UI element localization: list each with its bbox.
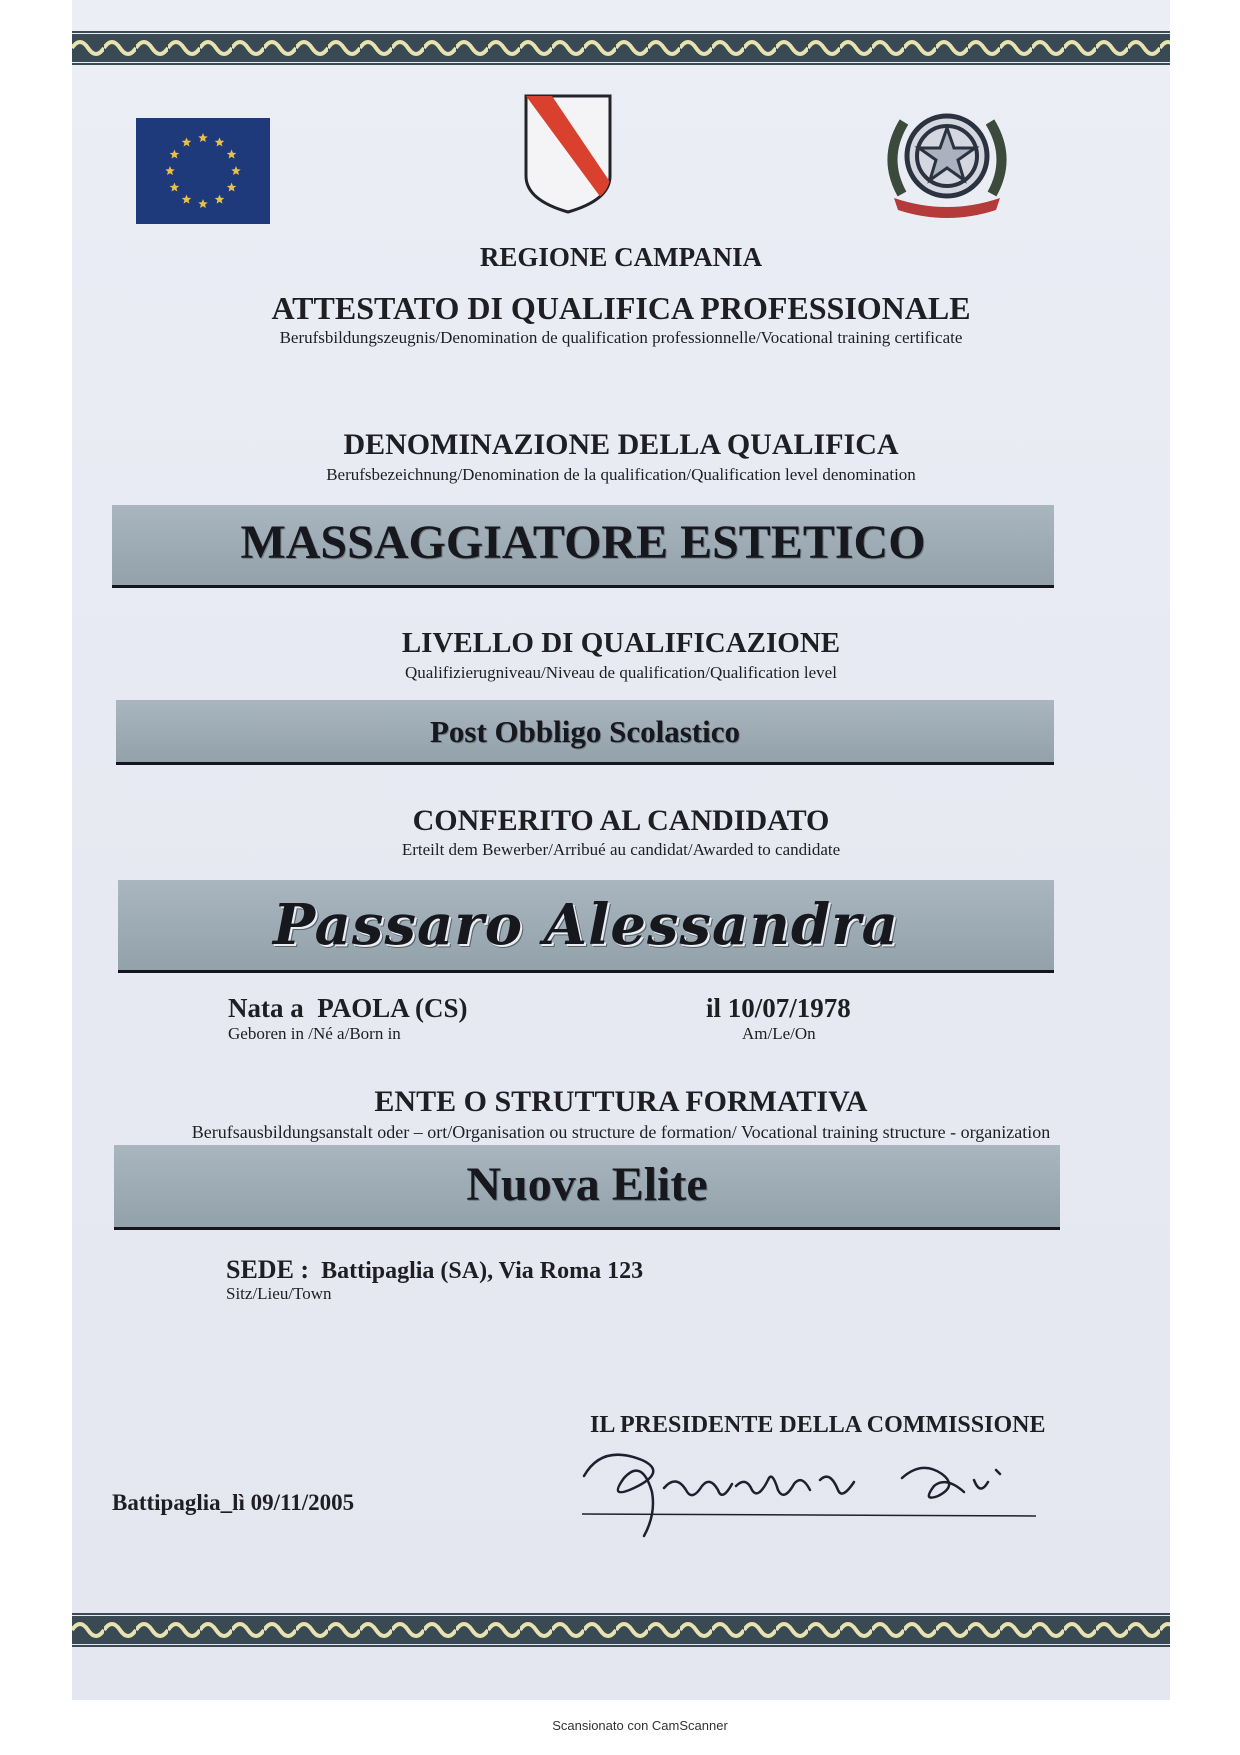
qualification-heading-translations: Berufsbezeichnung/Denomination de la qualification/Qualification level denomination [326, 465, 916, 484]
candidate-name: Passaro Alessandra [273, 892, 899, 958]
birth-date: 10/07/1978 [727, 993, 851, 1023]
birth-place-line [228, 993, 468, 1024]
seat-value: Battipaglia (SA), Via Roma 123 [321, 1258, 644, 1284]
top-decorative-border [72, 30, 1170, 66]
birth-date-translations: Am/Le/On [742, 1024, 816, 1043]
birth-place-translations: Geboren in /Né a/Born in [228, 1024, 401, 1043]
certificate-title-translations: Berufsbildungszeugnis/Denomination de qualification professionnelle/Vocational training certificate [279, 328, 963, 347]
scan-credit: Scansionato con CamScanner [552, 1718, 728, 1733]
candidate-heading: CONFERITO AL CANDIDATO [412, 804, 830, 837]
region-name: REGIONE CAMPANIA [479, 242, 763, 272]
institution-heading-translations: Berufsausbildungsanstalt oder – ort/Organisation ou structure de formation/ Vocational training structure - organization [191, 1122, 1051, 1142]
institution-heading: ENTE O STRUTTURA FORMATIVA [374, 1085, 868, 1118]
president-title: IL PRESIDENTE DELLA COMMISSIONE [590, 1412, 1046, 1438]
place-and-date: Battipaglia_lì 09/11/2005 [112, 1490, 355, 1515]
level-heading-translations: Qualifizierugniveau/Niveau de qualification/Qualification level [405, 663, 837, 682]
level-value: Post Obbligo Scolastico [429, 714, 740, 749]
qualification-heading: DENOMINAZIONE DELLA QUALIFICA [343, 428, 899, 461]
president-signature [572, 1440, 1042, 1540]
seat-line [226, 1255, 643, 1285]
birth-place: PAOLA (CS) [317, 993, 468, 1023]
seat-label: SEDE : [226, 1255, 310, 1284]
qualification-value-bar [112, 505, 1054, 588]
institution-name: Nuova Elite [466, 1158, 708, 1211]
birth-label: Nata a [228, 993, 304, 1023]
qualification-value: MASSAGGIATORE ESTETICO [240, 516, 926, 569]
birth-date-line [706, 993, 851, 1024]
italian-republic-emblem-icon [882, 98, 1012, 226]
eu-flag-icon [136, 118, 270, 224]
candidate-heading-translations: Erteilt dem Bewerber/Arribué au candidat/Awarded to candidate [401, 840, 841, 859]
certificate-title: ATTESTATO DI QUALIFICA PROFESSIONALE [271, 290, 971, 326]
candidate-name-bar [118, 880, 1054, 973]
level-heading: LIVELLO DI QUALIFICAZIONE [401, 627, 841, 659]
bottom-decorative-border [72, 1612, 1170, 1648]
institution-name-bar [114, 1145, 1060, 1230]
level-value-bar [116, 700, 1054, 765]
seat-translations: Sitz/Lieu/Town [226, 1284, 332, 1303]
certificate-sheet [72, 0, 1170, 1700]
campania-shield-icon [522, 92, 614, 216]
birth-date-label: il [706, 993, 722, 1023]
